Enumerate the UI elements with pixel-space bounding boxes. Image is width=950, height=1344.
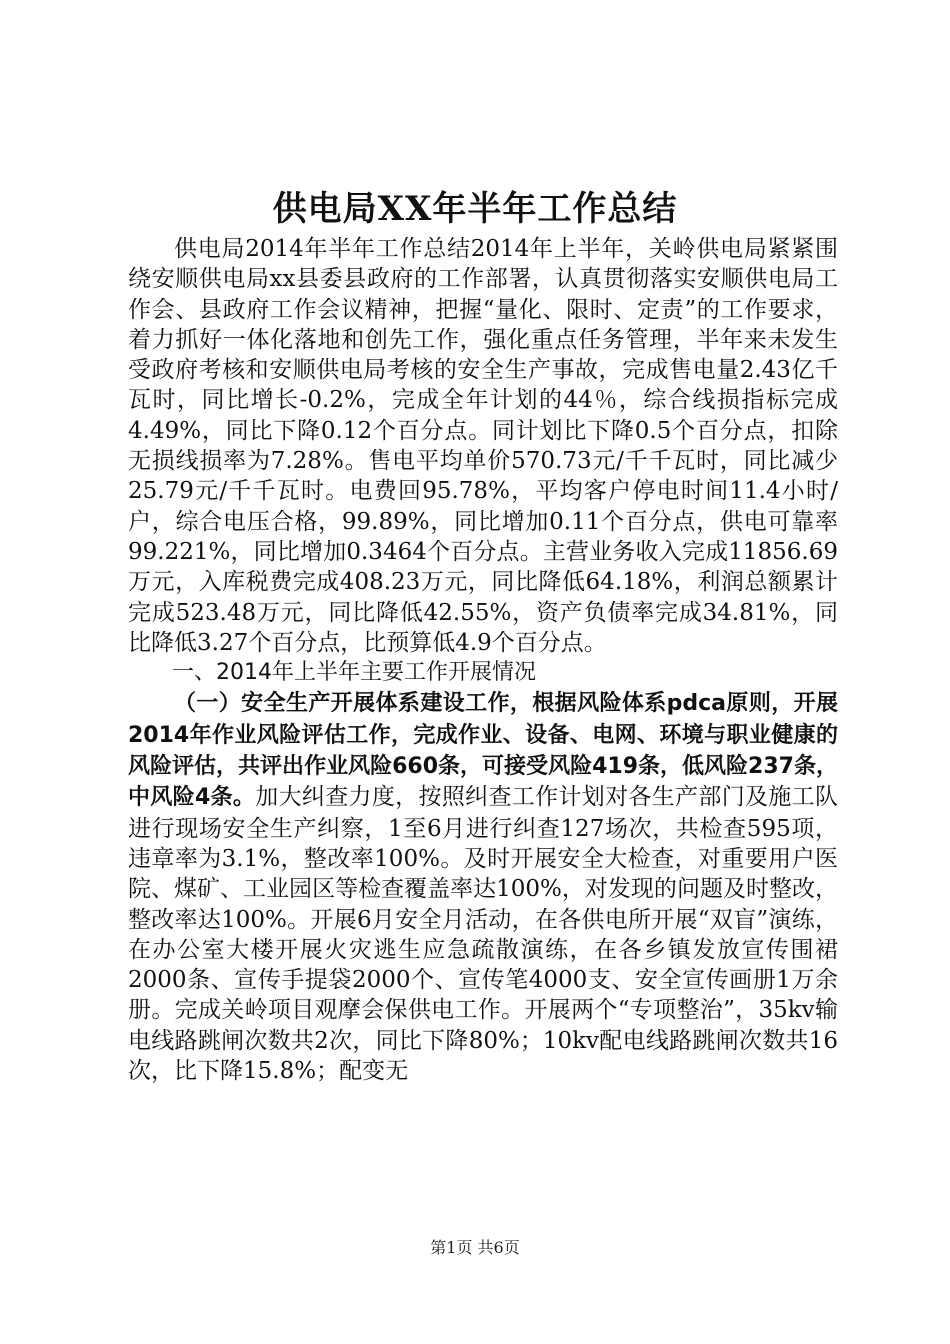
section-paragraph bbox=[128, 688, 838, 1086]
document-title: 供电局XX年半年工作总结 bbox=[272, 189, 678, 229]
intro-paragraph: 供电局2014年半年工作总结2014年上半年，关岭供电局紧紧围绕安顺供电局xx县委县政府的工作部署，认真贯彻落实安顺供电局工作会、县政府工作会议精神，把握“量化、限时、定责”的工作要求，着力抓好一体化落地和创先工作，强化重点任务管理，半年来未发生受政府考核和安顺供电局考核的安全生产事故，完成售电量2.43亿千瓦时，同比增长-0.2%，完成全年计划的44％，综合线损指标完成4.49%，同比下降0.12个百分点。同计划比下降0.5个百分点，扣除无损线损率为7.28%。售电平均单价570.73元/千千瓦时，同比减少25.79元/千千瓦时。电费回95.78%，平均客户停电时间11.4小时/户，综合电压合格，99.89%，同比增加0.11个百分点，供电可靠率99.221%，同比增加0.3464个百分点。主营业务收入完成11856.69万元，入库税费完成408.23万元，同比降低64.18%，利润总额累计完成523.48万元，同比降低42.55%，资产负债率完成34.81%，同比降低3.27个百分点，比预算低4.9个百分点。 bbox=[128, 236, 838, 656]
document-body bbox=[128, 234, 838, 1086]
page-footer: 第1页 共6页 bbox=[430, 1238, 520, 1257]
section-heading: 一、2014年上半年主要工作开展情况 bbox=[172, 660, 536, 686]
paragraph-bold-lead: （一）安全生产开展体系建设工作，根据风险体系pdca原则，开展2014年作业风险评估工作，完成作业、设备、电网、环境与职业健康的风险评估，共评出作业风险660条，可接受风险419条，低风险237条，中风险4条。 bbox=[128, 691, 838, 811]
paragraph-body-text: 加大纠查力度，按照纠查工作计划对各生产部门及施工队进行现场安全生产纠察，1至6月进行纠查127场次，共检查595项，违章率为3.1%，整改率100%。及时开展安全大检查，对重要用户医院、煤矿、工业园区等检查覆盖率达100%，对发现的问题及时整改，整改率达100%。开展6月安全月活动，在各供电所开展“双盲”演练，在办公室大楼开展火灾逃生应急疏散演练，在各乡镇发放宣传围裙2000条、宣传手提袋2000个、宣传笔4000支、安全宣传画册1万余册。完成关岭项目观摩会保供电工作。开展两个“专项整治”，35kv输电线路跳闸次数共2次，同比下降80%；10kv配电线路跳闸次数共16次，比下降15.8%；配变无 bbox=[128, 784, 839, 1085]
